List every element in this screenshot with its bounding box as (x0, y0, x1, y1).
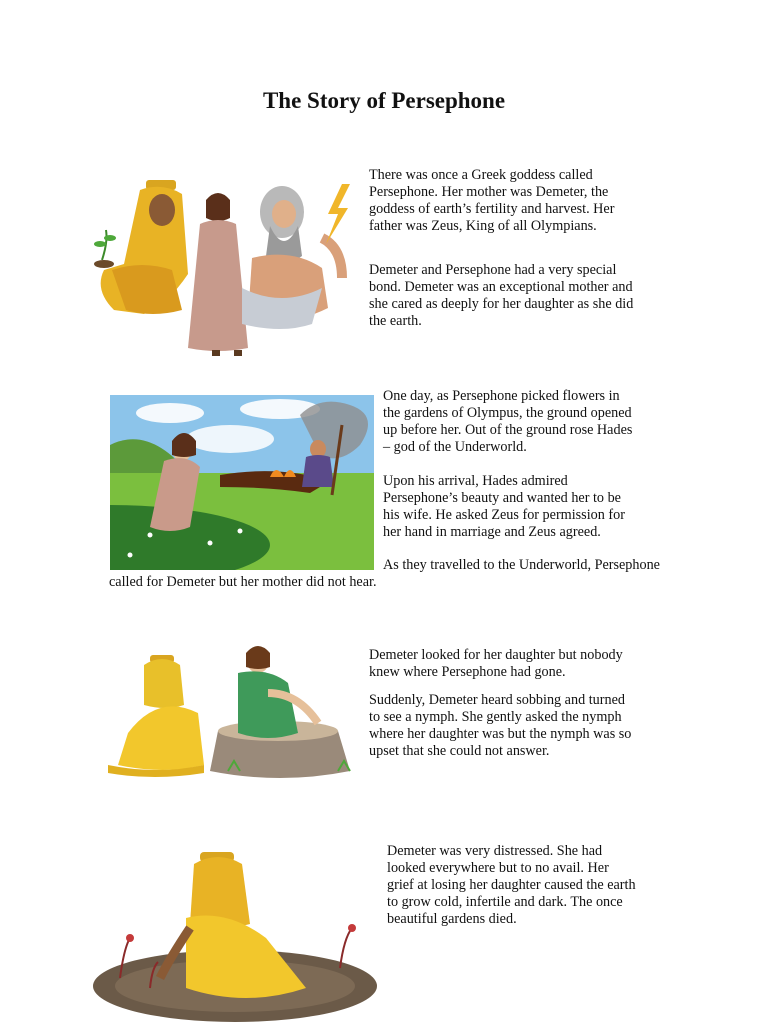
family-of-gods-illustration (92, 178, 360, 360)
story-paragraph: Upon his arrival, Hades admired Persephone’s beauty and wanted her to be his wife. He asked Zeus for permission for her hand in marriage and Zeus agreed. (383, 473, 625, 540)
story-paragraph: There was once a Greek goddess called Persephone. Her mother was Demeter, the goddess of earth’s fertility and harvest. Her father was Zeus, King of all Olympians. (369, 167, 615, 234)
story-paragraph: Suddenly, Demeter heard sobbing and turned to see a nymph. She gently asked the nymph where her daughter was but the nymph was so upset that she could not answer. (369, 692, 632, 759)
grieving-demeter-illustration (90, 848, 380, 1024)
page-title: The Story of Persephone (262, 88, 506, 113)
story-paragraph: Demeter looked for her daughter but nobody knew where Persephone had gone. (369, 647, 623, 680)
story-paragraph: One day, as Persephone picked flowers in the gardens of Olympus, the ground opened up before her. Out of the ground rose Hades – god of the Underworld. (383, 388, 633, 455)
meadow-abduction-illustration (110, 395, 374, 570)
story-paragraph: Demeter and Persephone had a very special bond. Demeter was an exceptional mother and she cared as deeply for her daughter as she did the earth. (369, 262, 634, 329)
story-paragraph: Demeter was very distressed. She had looked everywhere but to no avail. Her grief at losing her daughter caused the earth to grow cold, infertile and dark. The once beautiful gardens died. (387, 843, 636, 927)
demeter-and-nymph-illustration (108, 643, 360, 783)
story-paragraph: As they travelled to the Underworld, Persephone called for Demeter but her mother did not hear. (109, 557, 660, 590)
